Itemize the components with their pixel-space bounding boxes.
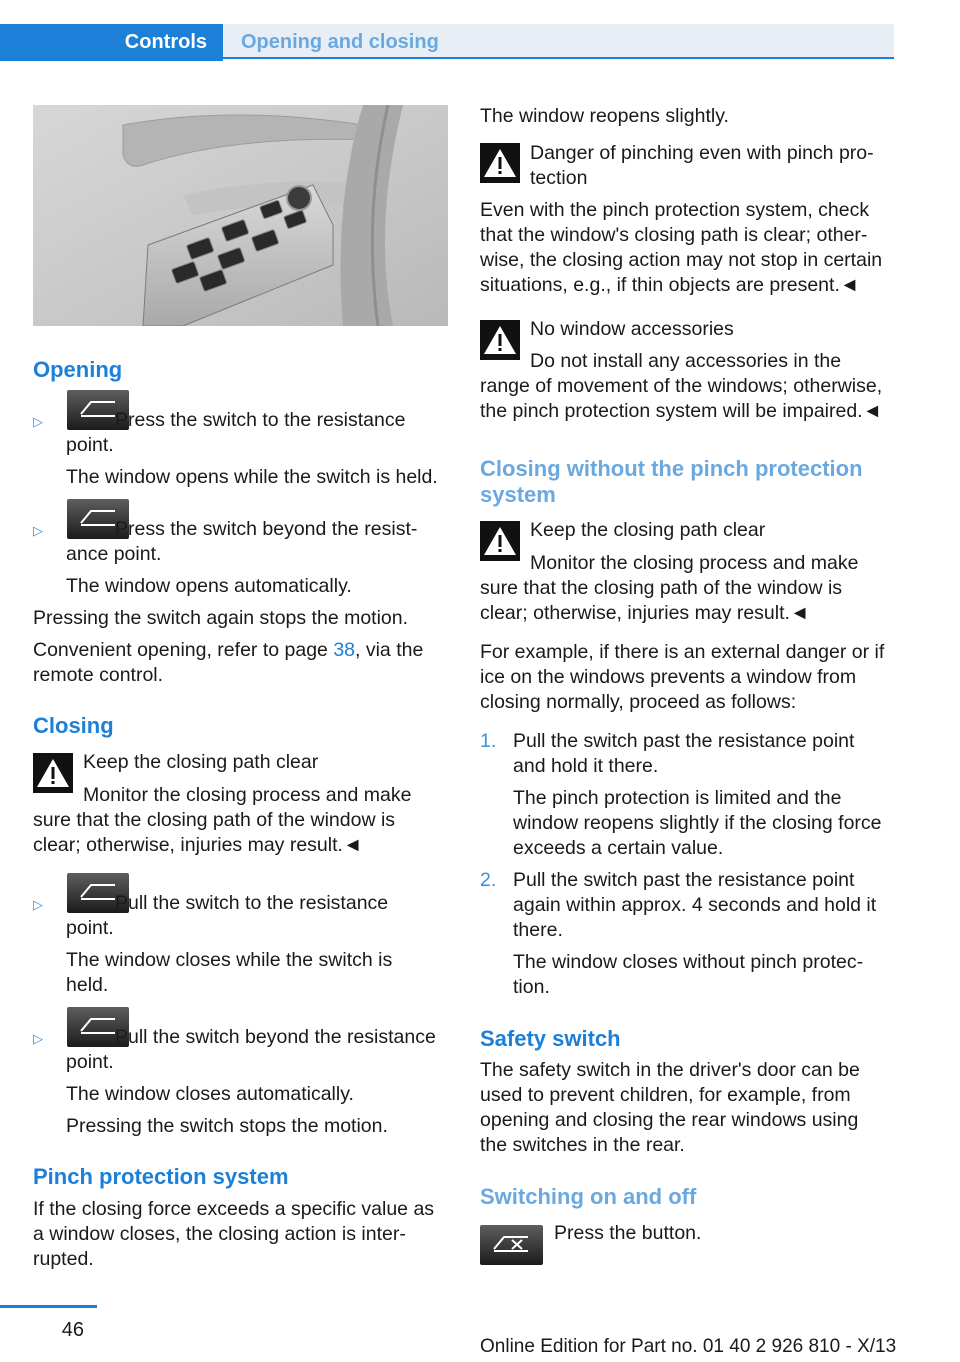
pinch-warning-title-cont: tection — [530, 167, 588, 189]
opening-step-2-text: Press the switch beyond the resist- — [115, 518, 418, 540]
closing-step-2-result: The window closes automatically. — [66, 1083, 354, 1105]
closing-step-2-text-cont: point. — [66, 1051, 114, 1073]
list-bullet-icon: ▷ — [33, 1031, 43, 1046]
edition-footer: Online Edition for Part no. 01 40 2 926 810 - X/13 — [480, 1336, 897, 1357]
closing-warning-title: Keep the closing path clear — [83, 751, 319, 773]
opening-paragraph-1: Pressing the switch again stops the motion. — [33, 607, 409, 629]
closing-without-pinch-heading: Closing without the pinch protection — [480, 456, 863, 481]
switching-on-off-heading: Switching on and off — [480, 1184, 697, 1209]
switching-on-off-text: Press the button. — [554, 1222, 702, 1244]
pinch-protection-heading: Pinch protection system — [33, 1164, 289, 1189]
reopens-text: The window reopens slightly. — [480, 105, 729, 127]
warning-icon — [480, 521, 520, 561]
closing-step-1-result: The window closes while the switch is — [66, 949, 393, 971]
closing-step-2-result-cont: Pressing the switch stops the motion. — [66, 1115, 388, 1137]
footer-rule — [0, 1305, 97, 1308]
closing-step-1-text: Pull the switch to the resistance — [115, 892, 389, 914]
opening-heading: Opening — [33, 357, 123, 382]
tab-controls[interactable]: Controls — [0, 24, 223, 61]
accessories-warning-text: the pinch protection system will be impaired.◄ — [480, 400, 882, 422]
opening-step-1-text-cont: point. — [66, 434, 114, 456]
page-38-link[interactable]: 38 — [333, 639, 356, 661]
closing-step-1-text-cont: point. — [66, 917, 114, 939]
closing-without-pinch-heading-cont: system — [480, 482, 556, 507]
closing-path-warning-title: Keep the closing path clear — [530, 519, 766, 541]
step-1-text: Pull the switch past the resistance point — [513, 730, 855, 752]
step-1-result: The pinch protection is limited and the — [513, 787, 842, 809]
pinch-warning-text: wise, the closing action may not stop in certain — [480, 249, 883, 271]
safety-switch-text: used to prevent children, for example, from — [480, 1084, 851, 1106]
safety-switch-button-icon — [480, 1225, 543, 1265]
warning-icon — [33, 753, 73, 793]
step-2-result: The window closes without pinch protec- — [513, 951, 864, 973]
accessories-warning-title: No window accessories — [530, 318, 734, 340]
opening-step-2-text-cont: ance point. — [66, 543, 162, 565]
safety-switch-heading: Safety switch — [480, 1026, 621, 1051]
safety-switch-text: the switches in the rear. — [480, 1134, 685, 1156]
step-2-text: Pull the switch past the resistance point — [513, 869, 855, 891]
accessories-warning-text: range of movement of the windows; otherwise, — [480, 375, 883, 397]
step-1-result: exceeds a certain value. — [513, 837, 724, 859]
closing-path-warning-text: sure that the closing path of the window is — [480, 577, 843, 599]
example-text: For example, if there is an external danger or if — [480, 641, 885, 663]
step-2-text: again within approx. 4 seconds and hold it — [513, 894, 877, 916]
window-switches-photo — [33, 105, 448, 326]
closing-step-1-result-cont: held. — [66, 974, 109, 996]
pinch-warning-text: Even with the pinch protection system, check — [480, 199, 870, 221]
opening-step-2-result: The window opens automatically. — [66, 575, 352, 597]
closing-warning-text: clear; otherwise, injuries may result.◄ — [33, 834, 363, 856]
pinch-protection-text: a window closes, the closing action is inter- — [33, 1223, 406, 1245]
pinch-protection-text: If the closing force exceeds a specific value as — [33, 1198, 435, 1220]
accessories-warning-text: Do not install any accessories in the — [530, 350, 842, 372]
closing-heading: Closing — [33, 713, 114, 738]
example-text: ice on the windows prevents a window from — [480, 666, 857, 688]
page-number: 46 — [61, 1319, 84, 1341]
closing-warning-text: Monitor the closing process and make — [83, 784, 412, 806]
opening-paragraph-2: Convenient opening, refer to page 38, via the — [33, 639, 424, 661]
closing-warning-text: sure that the closing path of the window is — [33, 809, 396, 831]
tab-opening-and-closing[interactable]: Opening and closing — [223, 24, 894, 59]
safety-switch-text: The safety switch in the driver's door can be — [480, 1059, 860, 1081]
list-bullet-icon: ▷ — [33, 523, 43, 538]
list-bullet-icon: ▷ — [33, 897, 43, 912]
pinch-protection-text: rupted. — [33, 1248, 94, 1270]
example-text: closing normally, proceed as follows: — [480, 691, 797, 713]
closing-path-warning-text: Monitor the closing process and make — [530, 552, 859, 574]
pinch-warning-text: that the window's closing path is clear; other- — [480, 224, 868, 246]
step-number: 1. — [480, 730, 497, 752]
step-1-text: and hold it there. — [513, 755, 659, 777]
opening-paragraph-2-cont: remote control. — [33, 664, 164, 686]
step-2-text: there. — [513, 919, 563, 941]
step-number: 2. — [480, 869, 497, 891]
warning-icon — [480, 143, 520, 183]
safety-switch-text: opening and closing the rear windows using — [480, 1109, 859, 1131]
step-1-result: window reopens slightly if the closing force — [513, 812, 882, 834]
closing-step-2-text: Pull the switch beyond the resistance — [115, 1026, 436, 1048]
pinch-warning-title: Danger of pinching even with pinch pro- — [530, 142, 874, 164]
page-header — [0, 24, 894, 62]
closing-path-warning-text: clear; otherwise, injuries may result.◄ — [480, 602, 810, 624]
pinch-warning-text: situations, e.g., if thin objects are present.◄ — [480, 274, 860, 296]
list-bullet-icon: ▷ — [33, 414, 43, 429]
warning-icon — [480, 320, 520, 360]
opening-step-1-result: The window opens while the switch is held. — [66, 466, 438, 488]
opening-step-1-text: Press the switch to the resistance — [115, 409, 406, 431]
step-2-result: tion. — [513, 976, 550, 998]
